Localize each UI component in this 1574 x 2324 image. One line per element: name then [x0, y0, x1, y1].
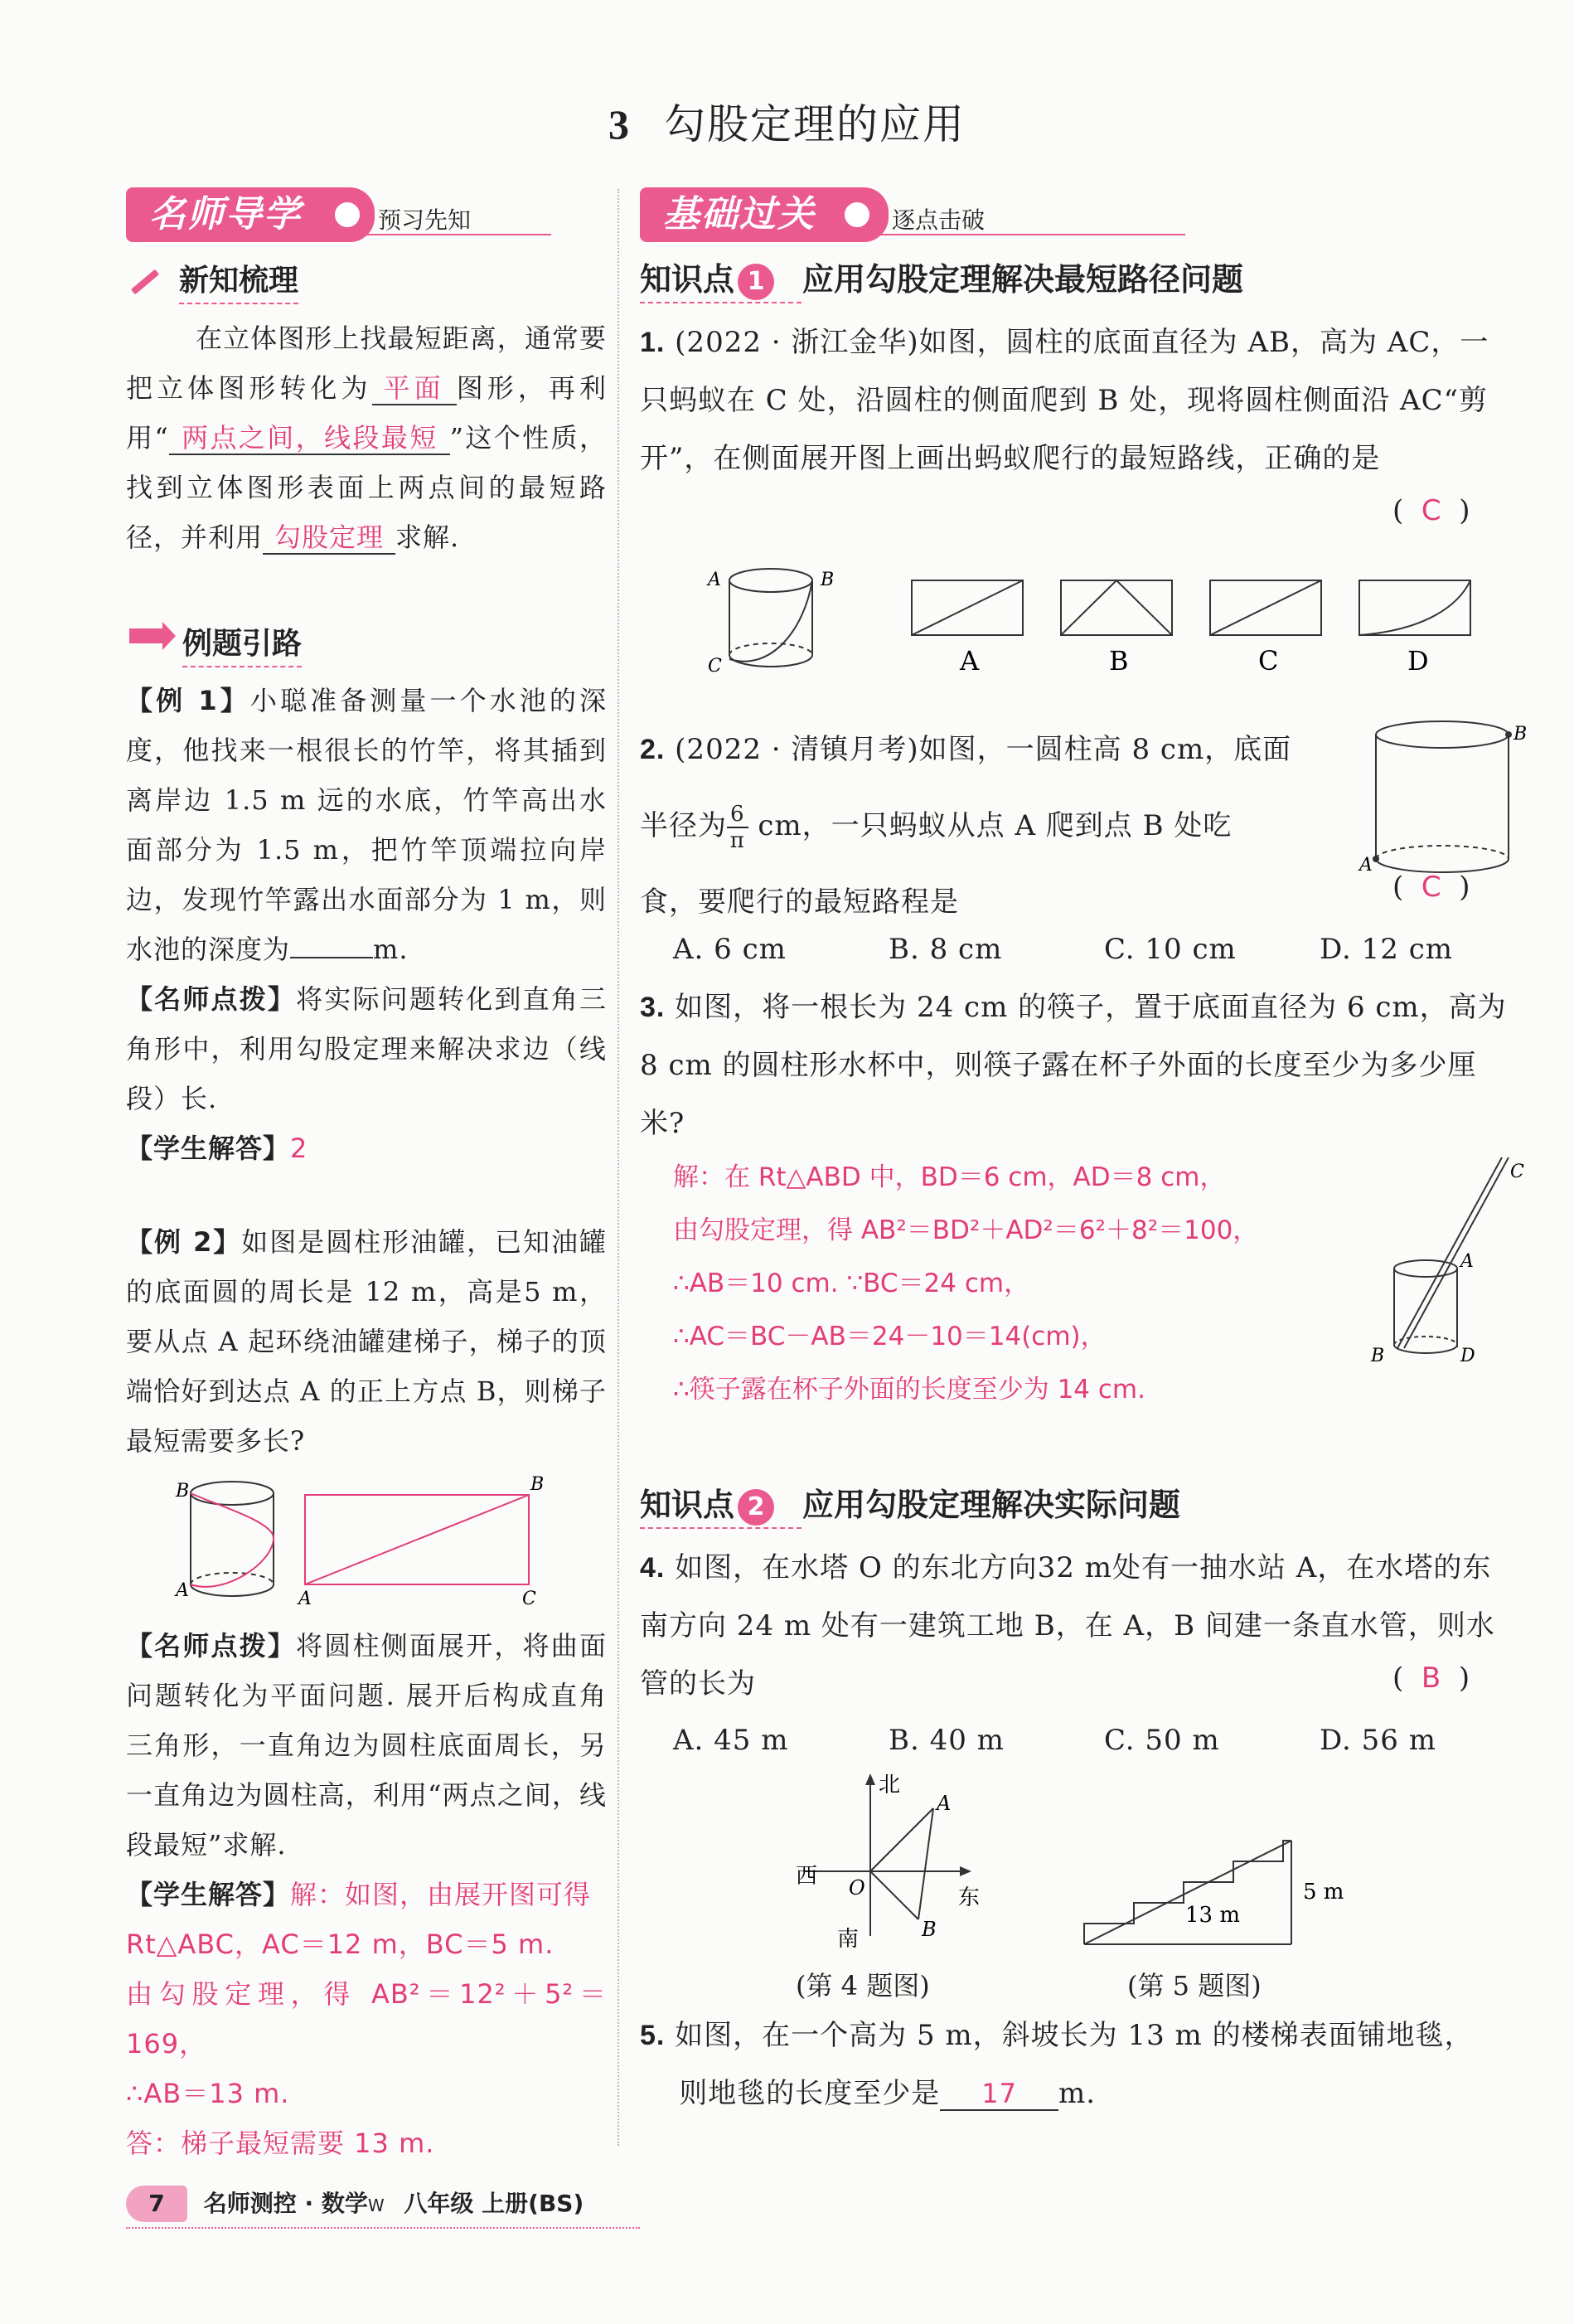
- pencil-icon: [131, 269, 159, 295]
- answer-blank: [290, 932, 373, 958]
- fig-label-d: D: [1460, 1346, 1475, 1366]
- edition-mark: W: [367, 2195, 385, 2215]
- right-banner: 基础过关: [640, 187, 889, 242]
- section-number: 3: [608, 101, 631, 148]
- left-banner: 名师导学: [126, 187, 375, 242]
- kp-underline: [640, 302, 802, 303]
- example-1-answer: 2: [290, 1133, 308, 1164]
- option-c: C: [1258, 645, 1279, 677]
- radius-fraction: $\frac{6}{\pi}$: [727, 802, 748, 853]
- question-1-figure: [696, 556, 1492, 688]
- fig-label-b: B: [821, 570, 835, 590]
- search-icon: [332, 199, 363, 230]
- banner-line: [365, 234, 551, 235]
- right-banner-sub: 逐点击破: [892, 206, 986, 234]
- question-2: 2. (2022 · 清镇月考)如图，一圆柱高 8 cm，底面 半径为 $\frac{6}{\pi}$ cm，一只蚂蚁从点 A 爬到点 B 处吃 食，要爬行的最短路程是: [640, 733, 1292, 919]
- fig-label-a: A: [1460, 1251, 1474, 1272]
- example-2-tip: 【名师点拨】将圆柱侧面展开，将曲面问题转化为平面问题. 展开后构成直角三角形，一直角边为圆柱底面周长，另一直角边为圆柱高，利用“两点之间，线段最短”求解. 【学生解答】解：如图，由展开图可得 Rt△ABC，AC＝12 m，BC＝5 m. 由勾股定理，得 AB²＝12²＋5²＝169， ∴AB＝13 m. 答：梯子最短需要 13 m.: [126, 1630, 607, 2159]
- question-3: 3. 如图，将一根长为 24 cm 的筷子，置于底面直径为 6 cm，高为 8 cm 的圆柱形水杯中，则筷子露在杯子外面的长度至少为多少厘米?: [640, 991, 1507, 1140]
- new-knowledge-heading: 新知梳理: [179, 257, 298, 304]
- q2-answer-paren: ( C ): [1392, 871, 1470, 904]
- q5-answer: 17: [940, 2078, 1058, 2111]
- footer-line: [126, 2227, 640, 2229]
- page-number: 7: [126, 2186, 187, 2222]
- fig-label-height: 5 m: [1303, 1880, 1344, 1904]
- q4-answer-paren: ( B ): [1392, 1662, 1470, 1695]
- question-4: 4. 如图，在水塔 O 的东北方向32 m处有一抽水站 A，在水塔的东南方向 24 m 处有一建筑工地 B，在 A，B 间建一条直水管，则水管的长为: [640, 1551, 1495, 1701]
- question-4-figure: [787, 1770, 1003, 1969]
- new-knowledge-text: 在立体图形上找最短距离，通常要把立体图形转化为 平面 图形，再利用“ 两点之间，线段最短 ”这个性质，找到立体图形表面上两点间的最短路径，并利用 勾股定理 求解.: [126, 323, 607, 553]
- q1-answer-paren: ( C ): [1392, 494, 1470, 527]
- fig-label-north: 北: [879, 1773, 901, 1798]
- knowledge-point-1: 知识点 1 应用勾股定理解决最短路径问题: [640, 254, 1243, 300]
- q4-caption: (第 4 题图): [796, 1970, 930, 2001]
- fill-blank-2: 两点之间，线段最短: [169, 422, 450, 455]
- fill-blank-3: 勾股定理: [263, 522, 395, 555]
- q2-options: A. 6 cm B. 8 cm C. 10 cm D. 12 cm: [673, 933, 1454, 966]
- option-d: D: [1407, 645, 1429, 677]
- question-5: 5. 如图，在一个高为 5 m，斜坡长为 13 m 的楼梯表面铺地毯， 则地毯的长度至少是 17 m.: [640, 2019, 1474, 2110]
- fig-label-b2: B: [530, 1474, 545, 1495]
- example-2-figure: [166, 1472, 547, 1613]
- fig-label-c: C: [1510, 1162, 1524, 1182]
- fig-label-east: 东: [958, 1885, 981, 1910]
- fig-label-a: A: [708, 570, 721, 590]
- book-title: 名师测控 · 数学: [203, 2190, 368, 2217]
- question-3-figure: [1368, 1152, 1525, 1376]
- q4-options: A. 45 m B. 40 m C. 50 m D. 56 m: [673, 1724, 1436, 1757]
- example-2: 【例 2】如图是圆柱形油罐，已知油罐的底面圆的周长是 12 m，高是5 m，要从点 A 起环绕油罐建梯子，梯子的顶端恰好到达点 A 的正上方点 B，则梯子最短需要多长?: [126, 1226, 607, 1457]
- fig-label-b: B: [1371, 1346, 1385, 1366]
- fig-label-b: B: [1513, 724, 1528, 745]
- column-divider: [617, 189, 619, 2146]
- example-1: 【例 1】小聪准备测量一个水池的深度，他找来一根很长的竹竿，将其插到离岸边 1.5 m 远的水底，竹竿高出水面部分为 1.5 m，把竹竿顶端拉向岸边，发现竹竿露出水面部分为 1 m，则水池的深度为 m. 【名师点拨】将实际问题转化到直角三角形中，利用勾股定理来解决求边（线段）长. 【学生解答】2: [126, 685, 607, 1164]
- fig-label-slope: 13 m: [1185, 1903, 1241, 1928]
- banner-line: [879, 234, 1185, 235]
- fig-label-a: A: [176, 1580, 189, 1601]
- option-a: A: [960, 645, 980, 677]
- option-b: B: [1109, 645, 1129, 677]
- question-2-figure: [1359, 713, 1528, 879]
- fig-label-c2: C: [522, 1589, 536, 1609]
- page-title: [0, 91, 1574, 151]
- question-5-figure: [1078, 1832, 1359, 1957]
- fig-label-b: B: [176, 1481, 190, 1502]
- fig-label-a: A: [1359, 855, 1373, 876]
- question-1: 1. (2022 · 浙江金华)如图，圆柱的底面直径为 AB，高为 AC，一只蚂蚁在 C 处，沿圆柱的侧面爬到 B 处，现将圆柱侧面沿 AC“剪开”，在侧面展开图上画出蚂蚁爬行的最短路线，正确的是: [640, 326, 1489, 475]
- fig-label-a: A: [937, 1792, 952, 1815]
- fig-label-b: B: [922, 1918, 937, 1941]
- fig-label-c: C: [708, 656, 722, 677]
- fig-label-o: O: [849, 1876, 865, 1899]
- knowledge-point-2: 知识点 2 应用勾股定理解决实际问题: [640, 1479, 1180, 1526]
- page-footer: [126, 2186, 640, 2225]
- fig-label-south: 南: [837, 1927, 860, 1952]
- fill-blank-1: 平面: [372, 372, 457, 405]
- fig-label-west: 西: [796, 1864, 818, 1889]
- target-icon: [841, 199, 873, 230]
- fig-label-a2: A: [298, 1589, 312, 1609]
- left-banner-sub: 预习先知: [378, 206, 472, 234]
- grade-label: 八年级 上册(BS): [404, 2190, 584, 2217]
- q3-solution: 解：在 Rt△ABD 中，BD＝6 cm，AD＝8 cm， 由勾股定理，得 AB²＝BD²＋AD²＝6²＋8²＝100， ∴AB＝10 cm. ∵BC＝24 cm， ∴AC＝BC－AB＝24－10＝14(cm)， ∴筷子露在杯子外面的长度至少为 14 cm.: [673, 1162, 1259, 1405]
- arrow-icon: [129, 628, 162, 643]
- kp-underline: [640, 1527, 802, 1529]
- example-guide-heading: 例题引路: [182, 620, 302, 667]
- section-title: 勾股定理的应用: [664, 100, 966, 148]
- q5-caption: (第 5 题图): [1127, 1970, 1262, 2001]
